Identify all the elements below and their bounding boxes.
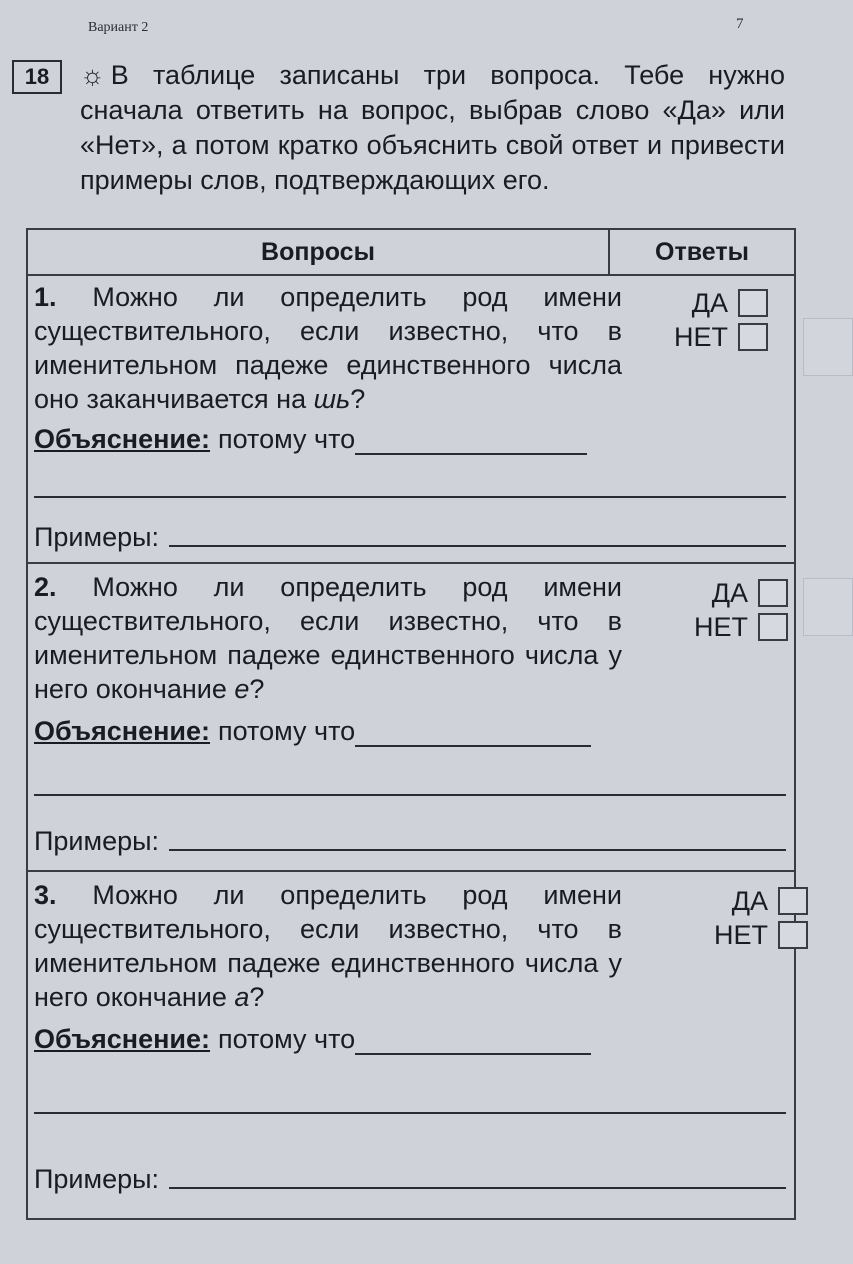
yes-checkbox[interactable] <box>738 289 768 317</box>
answer-yes[interactable]: ДА <box>628 286 768 320</box>
no-checkbox[interactable] <box>758 613 788 641</box>
explanation-blank-line[interactable] <box>34 496 786 498</box>
question-block-1 <box>28 274 794 564</box>
examples-blank[interactable] <box>169 1186 786 1189</box>
header-answers: Ответы <box>655 237 749 266</box>
no-checkbox[interactable] <box>738 323 768 351</box>
examples-row: Примеры: <box>34 522 786 553</box>
examples-row: Примеры: <box>34 1164 786 1195</box>
header-questions: Вопросы <box>28 230 610 274</box>
task-number: 18 <box>12 60 62 94</box>
question-text: 2. Можно ли определить род имени существительного, если известно, что в именительном падеже единственного числа у него окончание е? <box>34 572 622 704</box>
question-text: 1. Можно ли определить род имени существительного, если известно, что в именительном падеже единственного числа оно заканчивается на шь? <box>34 282 622 414</box>
examples-row: Примеры: <box>34 826 786 857</box>
explanation-row: Объяснение: потому что <box>34 424 587 455</box>
explanation-blank-line[interactable] <box>34 794 786 796</box>
page-number: 7 <box>736 16 744 32</box>
margin-box <box>803 578 853 636</box>
answer-yes[interactable]: ДА <box>648 576 788 610</box>
explanation-row: Объяснение: потому что <box>34 716 591 747</box>
answer-options <box>628 286 768 354</box>
question-block-3 <box>28 872 794 1218</box>
question-text: 3. Можно ли определить род имени существительного, если известно, что в именительном падеже единственного числа у него окончание а? <box>34 880 622 1012</box>
no-checkbox[interactable] <box>778 921 808 949</box>
explanation-row: Объяснение: потому что <box>34 1024 591 1055</box>
answer-yes[interactable]: ДА <box>668 884 808 918</box>
explanation-blank[interactable] <box>355 1053 591 1055</box>
questions-table <box>26 228 796 1220</box>
answer-no[interactable]: НЕТ <box>648 610 788 644</box>
answer-options <box>668 884 808 952</box>
explanation-blank-line[interactable] <box>34 1112 786 1114</box>
table-header <box>28 230 794 276</box>
instructions-text: В таблице записаны три вопроса. Тебе нужно сначала ответить на вопрос, выбрав слово «Да» или «Нет», а потом кратко объяснить свой ответ и привести примеры слов, подтверждающих его. <box>80 60 785 195</box>
explanation-blank[interactable] <box>355 453 587 455</box>
examples-blank[interactable] <box>169 544 786 547</box>
answer-options <box>648 576 788 644</box>
sun-icon: ☼ <box>80 60 105 90</box>
margin-box <box>803 318 853 376</box>
explanation-blank[interactable] <box>355 745 591 747</box>
answer-no[interactable]: НЕТ <box>628 320 768 354</box>
examples-blank[interactable] <box>169 848 786 851</box>
answer-no[interactable]: НЕТ <box>668 918 808 952</box>
variant-label: Вариант 2 <box>88 20 149 35</box>
yes-checkbox[interactable] <box>778 887 808 915</box>
question-block-2 <box>28 564 794 872</box>
task-instructions <box>80 58 785 198</box>
yes-checkbox[interactable] <box>758 579 788 607</box>
